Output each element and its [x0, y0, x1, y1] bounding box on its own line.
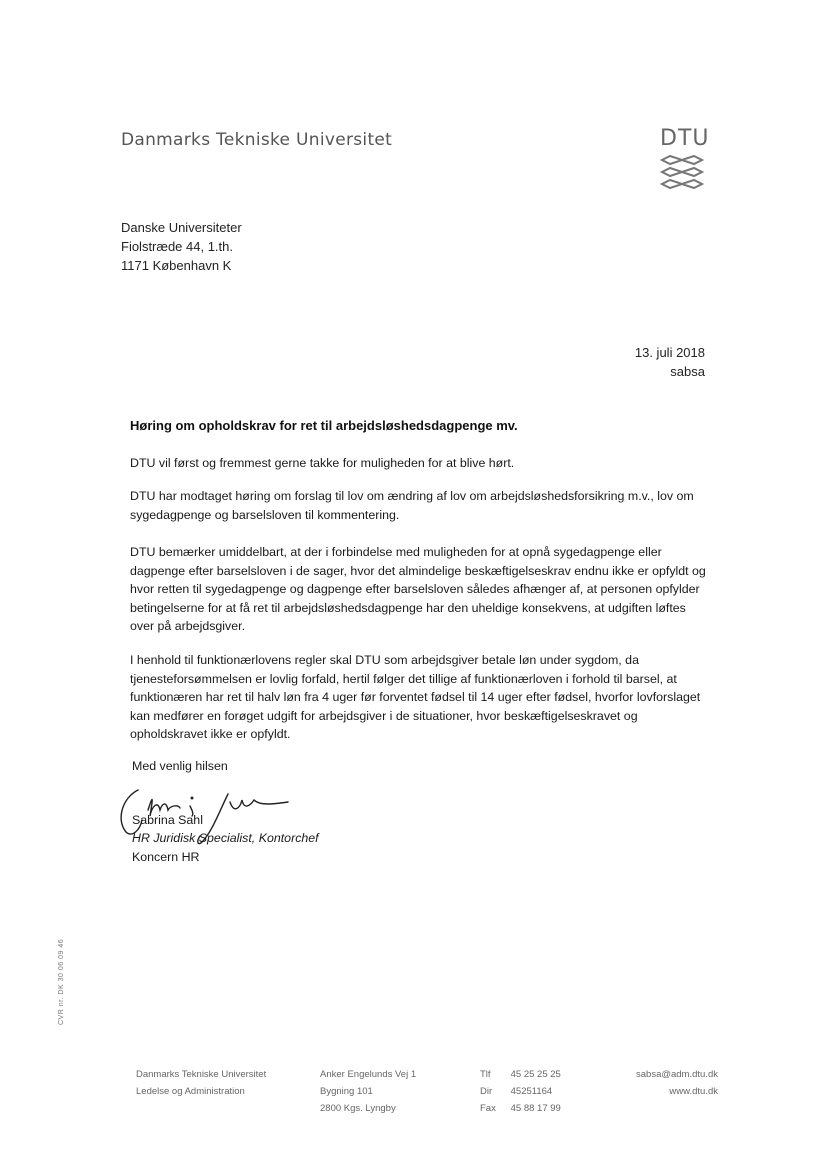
- footer-line: Ledelse og Administration: [136, 1086, 245, 1097]
- footer-contact: [636, 1066, 718, 1100]
- footer-institution: [136, 1066, 266, 1100]
- phone-label: Fax: [480, 1103, 496, 1114]
- footer-address: [320, 1066, 416, 1117]
- date-block: [635, 343, 705, 381]
- footer-website: www.dtu.dk: [669, 1086, 718, 1097]
- signer-name: Sabrina Sahl: [132, 813, 203, 827]
- recipient-line: 1171 København K: [121, 258, 232, 273]
- cvr-number: CVR nr. DK 30 06 09 46: [58, 938, 65, 1025]
- phone-label: Dir: [480, 1086, 493, 1097]
- signer-title: HR Juridisk Specialist, Kontorchef: [132, 831, 319, 845]
- recipient-address: [121, 218, 242, 275]
- footer-line: Bygning 101: [320, 1086, 373, 1097]
- dtu-logo: [660, 126, 710, 190]
- phone-value: 45251164: [510, 1086, 553, 1097]
- institution-name: Danmarks Tekniske Universitet: [121, 130, 393, 150]
- footer-line: Anker Engelunds Vej 1: [320, 1069, 417, 1080]
- closing-greeting: Med venlig hilsen: [132, 759, 228, 773]
- body-paragraph: DTU vil først og fremmest gerne takke for muligheden for at blive hørt.: [130, 456, 515, 470]
- recipient-line: Fiolstræde 44, 1.th.: [121, 239, 233, 254]
- footer-line: Danmarks Tekniske Universitet: [136, 1069, 267, 1080]
- sender-initials: sabsa: [670, 364, 705, 379]
- phone-label: Tlf: [480, 1069, 491, 1080]
- footer-email: sabsa@adm.dtu.dk: [636, 1069, 718, 1080]
- recipient-line: Danske Universiteter: [121, 220, 242, 235]
- footer-phone-row: [480, 1066, 561, 1083]
- footer-line: 2800 Kgs. Lyngby: [320, 1103, 396, 1114]
- logo-wave-mark: [660, 154, 704, 190]
- body-paragraph: DTU har modtaget høring om forslag til lov om ændring af lov om arbejdsløshedsforsikring m.v., lov om sygedagpenge og barselsloven til kommentering.: [130, 489, 694, 522]
- phone-value: 45 25 25 25: [510, 1069, 561, 1080]
- letter-date: 13. juli 2018: [634, 345, 705, 360]
- body-paragraph: I henhold til funktionærlovens regler skal DTU som arbejdsgiver betale løn under sygdom, da tjenesteforsømmelsen er lovlig forfald, hertil følger det tillige af funktionærloven i forhold til barsel, at funktionæren har ret til halv løn fra 4 uger før forventet fødsel til 14 uger efter fødsel, hvorfor lovforslaget kan medfører en forøget udgift for arbejdsgiver i de situationer, hvor beskæftigelseskravet og opholdskravet ikke er opfyldt.: [130, 653, 701, 741]
- phone-value: 45 88 17 99: [510, 1103, 561, 1114]
- body-paragraph: DTU bemærker umiddelbart, at der i forbindelse med muligheden for at opnå sygedagpenge eller dagpenge efter barselsloven i de sager, hvor det almindelige beskæftigelseskrav endnu ikke er opfyldt og hvor retten til sygedagpenge og dagpenge efter barselsloven således afhænger af, at personen opfylder betingelserne for at få ret til arbejdsløshedsdagpenge har den uheldige konsekvens, at udgiften løftes over på arbejdsgiver.: [130, 545, 706, 633]
- footer-phone-row: [480, 1083, 561, 1100]
- letter-subject: Høring om opholdskrav for ret til arbejdsløshedsdagpenge mv.: [130, 418, 518, 433]
- logo-text: DTU: [660, 126, 710, 151]
- footer-phone-row: [480, 1100, 561, 1117]
- signer-department: Koncern HR: [132, 850, 200, 864]
- footer-phone: [480, 1066, 561, 1117]
